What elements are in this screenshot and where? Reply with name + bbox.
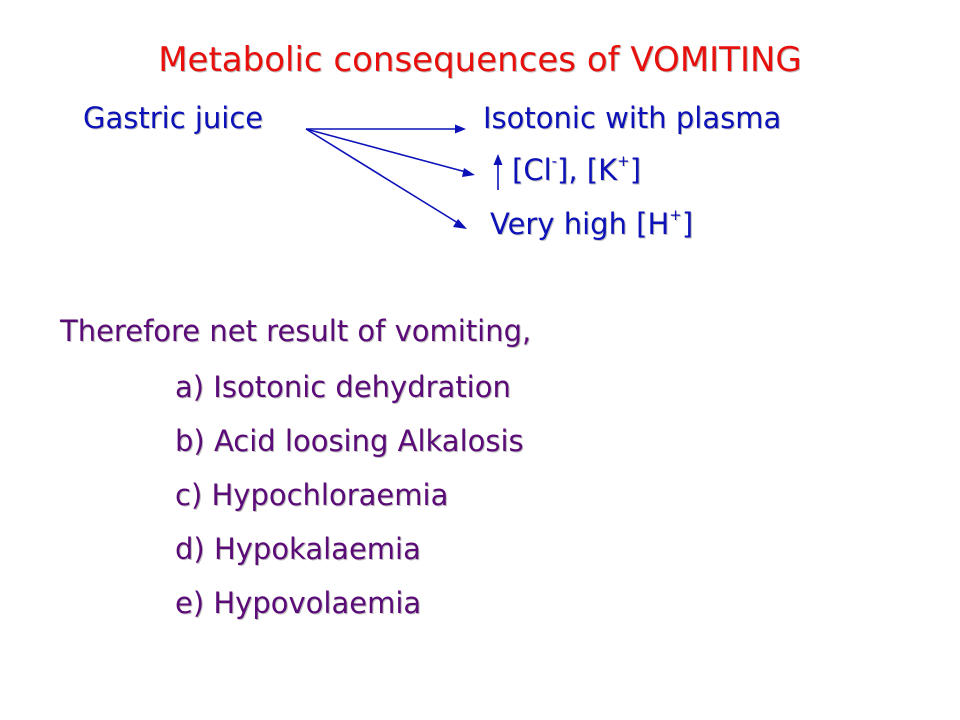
arrow-down-right-icon xyxy=(306,129,475,177)
hydrogen-sup: + xyxy=(669,206,682,225)
up-arrow-icon xyxy=(494,154,503,190)
slide-title: Metabolic consequences of VOMITING xyxy=(158,40,802,80)
result-item-b: b) Acid loosing Alkalosis xyxy=(175,424,524,458)
ions-mid: ], [K xyxy=(557,153,618,187)
ions-sup2: + xyxy=(617,152,630,171)
hydrogen-close: ] xyxy=(681,207,694,241)
gastric-juice-label: Gastric juice xyxy=(83,101,264,135)
ions-close: ] xyxy=(629,153,642,187)
therefore-label: Therefore net result of vomiting, xyxy=(60,314,532,348)
hydrogen-prefix: Very high [H xyxy=(490,207,670,241)
ions-sup1: - xyxy=(551,152,558,171)
result-item-e: e) Hypovolaemia xyxy=(175,586,422,620)
arrow-down-right-icon xyxy=(306,129,467,229)
isotonic-label: Isotonic with plasma xyxy=(483,101,782,135)
result-item-d: d) Hypokalaemia xyxy=(175,532,421,566)
result-item-c: c) Hypochloraemia xyxy=(175,478,449,512)
ions-open1: [Cl xyxy=(512,153,552,187)
result-item-a: a) Isotonic dehydration xyxy=(175,370,511,404)
arrow-right-icon xyxy=(306,125,466,134)
